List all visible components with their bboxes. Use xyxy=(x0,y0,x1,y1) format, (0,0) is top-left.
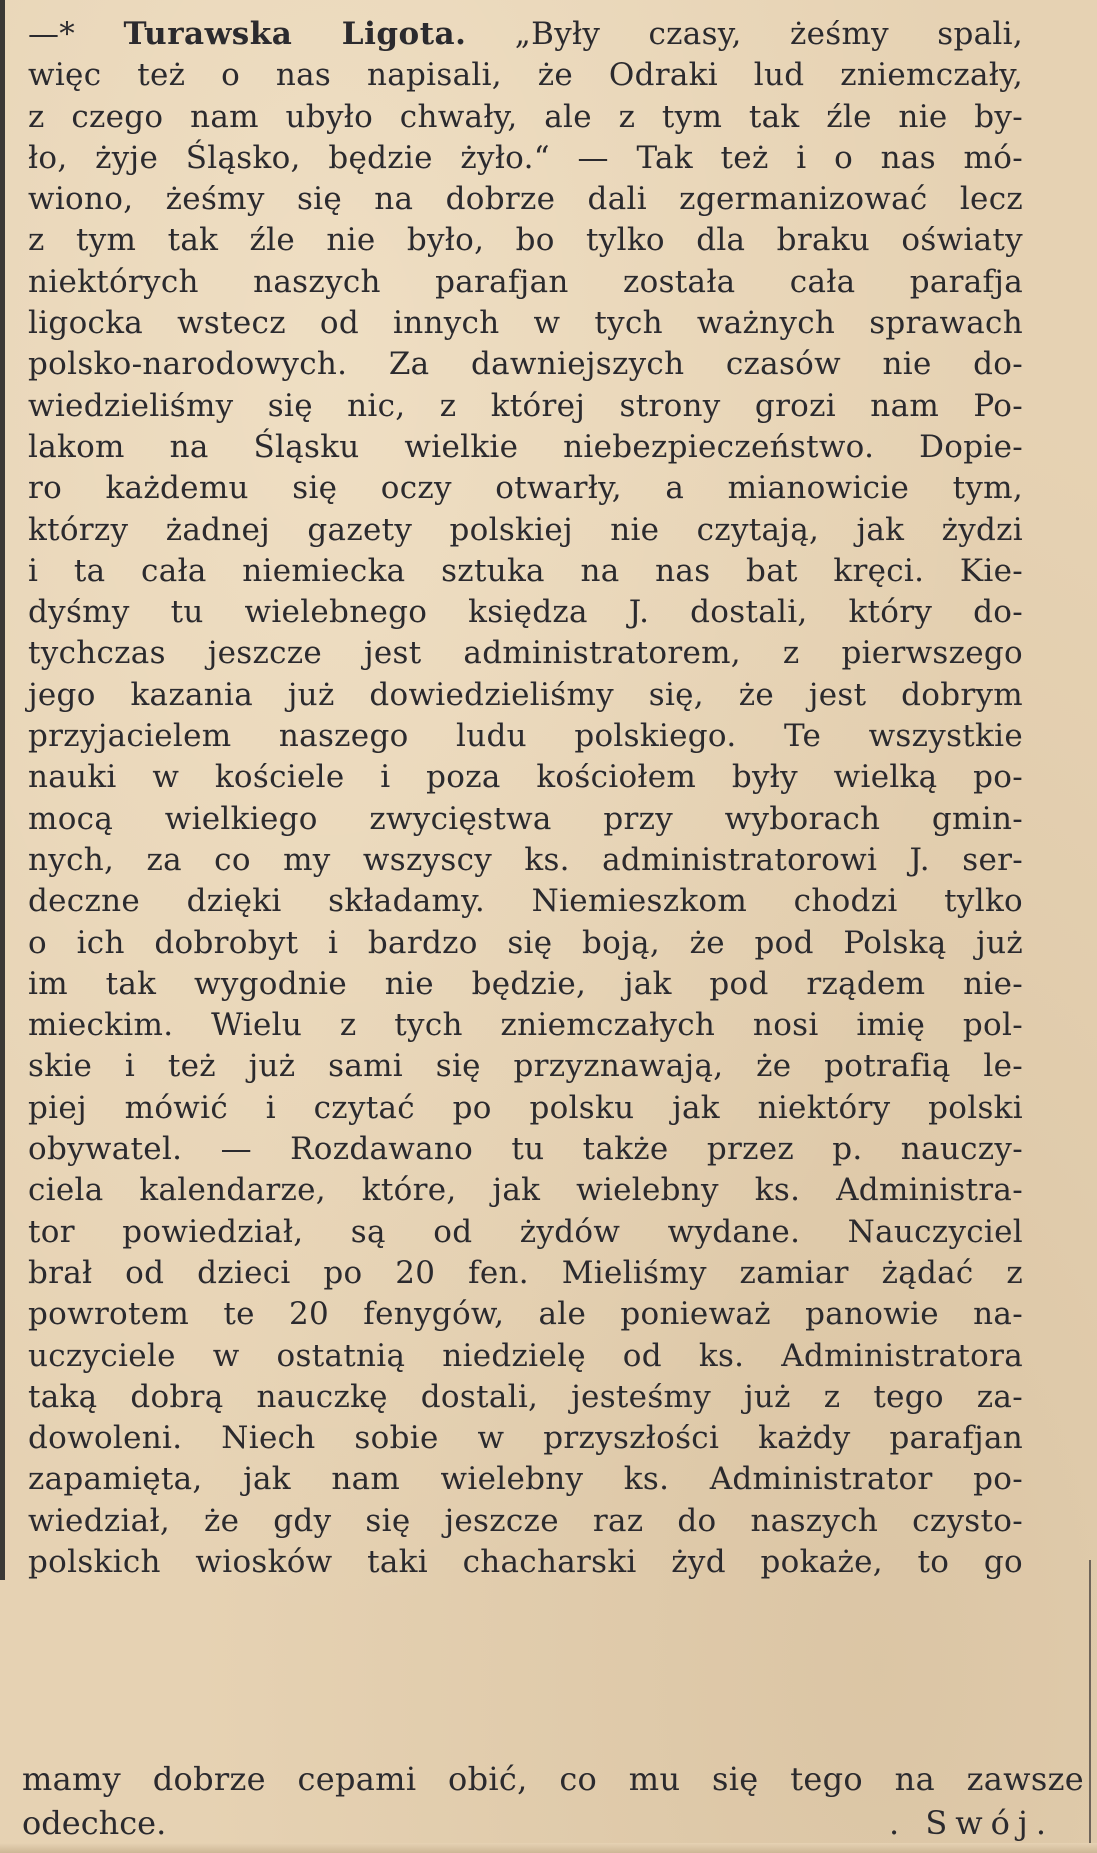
article-line: mocą wielkiego zwycięstwa przy wyborach gmin- xyxy=(28,800,1023,837)
article-continuation xyxy=(22,1757,1084,1845)
article-line: piej mówić i czytać po polsku jak niektóry polski xyxy=(28,1089,1023,1126)
article-line: i ta cała niemiecka sztuka na nas bat kręci. Kie- xyxy=(28,552,1023,589)
article-line: lakom na Śląsku wielkie niebezpieczeństwo. Dopie- xyxy=(28,428,1023,465)
article-line: brał od dzieci po 20 fen. Mieliśmy zamiar żądać z xyxy=(28,1254,1023,1291)
article-line: jego kazania już dowiedzieliśmy się, że jest dobrym xyxy=(28,676,1023,713)
continuation-line: mamy dobrze cepami obić, co mu się tego na zawsze xyxy=(22,1760,1084,1798)
article-title: Turawska Ligota. xyxy=(123,16,467,52)
article-line: z tym tak źle nie było, bo tylko dla braku oświaty xyxy=(28,222,1023,259)
article-line-0 xyxy=(28,14,1023,55)
article-line: mieckim. Wielu z tych zniemczałych nosi imię pol- xyxy=(28,1007,1023,1044)
author-signature: . Swój. xyxy=(888,1804,1054,1842)
article-line: dyśmy tu wielebnego księdza J. dostali, który do- xyxy=(28,594,1023,631)
page-cut-edge xyxy=(0,1843,1097,1853)
article-line: im tak wygodnie nie będzie, jak pod rządem nie- xyxy=(28,965,1023,1002)
article-column xyxy=(28,14,1023,1583)
article-line: zapamięta, jak nam wielebny ks. Administrator po- xyxy=(28,1461,1023,1498)
article-line: z czego nam ubyło chwały, ale z tym tak źle nie by- xyxy=(28,98,1023,135)
column-rule-left xyxy=(0,0,5,1580)
article-line: którzy żadnej gazety polskiej nie czytają, jak żydzi xyxy=(28,511,1023,548)
article-line: tor powiedział, są od żydów wydane. Nauczyciel xyxy=(28,1213,1023,1250)
column-rule-right xyxy=(1089,1560,1091,1853)
article-line: ro każdemu się oczy otwarły, a mianowicie tym, xyxy=(28,470,1023,507)
article-line: dowoleni. Niech sobie w przyszłości każdy parafjan xyxy=(28,1420,1023,1457)
article-line: polsko-narodowych. Za dawniejszych czasów nie do- xyxy=(28,346,1023,383)
article-line-0-text: „Były czasy, żeśmy spali, xyxy=(514,16,1023,52)
continuation-line-end: odechce. xyxy=(22,1804,167,1842)
article-line: ligocka wstecz od innych w tych ważnych sprawach xyxy=(28,305,1023,342)
article-line: nauki w kościele i poza kościołem były wielką po- xyxy=(28,759,1023,796)
article-line: ło, żyje Śląsko, będzie żyło.“ — Tak też i o nas mó- xyxy=(28,139,1023,176)
article-line: powrotem te 20 fenygów, ale ponieważ panowie na- xyxy=(28,1296,1023,1333)
article-line: o ich dobrobyt i bardzo się boją, że pod Polską już xyxy=(28,924,1023,961)
article-line: wiedzieliśmy się nic, z której strony grozi nam Po- xyxy=(28,387,1023,424)
article-line: wiono, żeśmy się na dobrze dali zgermanizować lecz xyxy=(28,181,1023,218)
article-line: wiedział, że gdy się jeszcze raz do naszych czysto- xyxy=(28,1502,1023,1539)
closing-line xyxy=(22,1801,1084,1845)
article-line: skie i też już sami się przyznawają, że potrafią le- xyxy=(28,1048,1023,1085)
article-line: taką dobrą nauczkę dostali, jesteśmy już z tego za- xyxy=(28,1378,1023,1415)
article-line: deczne dzięki składamy. Niemieszkom chodzi tylko xyxy=(28,883,1023,920)
lead-dash: —* xyxy=(28,16,124,52)
article-line: polskich wiosków taki chacharski żyd pokaże, to go xyxy=(28,1543,1023,1580)
article-line: obywatel. — Rozdawano tu także przez p. nauczy- xyxy=(28,1131,1023,1168)
article-line: nych, za co my wszyscy ks. administratorowi J. ser- xyxy=(28,841,1023,878)
article-line: niektórych naszych parafjan została cała parafja xyxy=(28,263,1023,300)
article-line: uczyciele w ostatnią niedzielę od ks. Administratora xyxy=(28,1337,1023,1374)
article-line: przyjacielem naszego ludu polskiego. Te wszystkie xyxy=(28,718,1023,755)
article-line: tychczas jeszcze jest administratorem, z pierwszego xyxy=(28,635,1023,672)
article-line: więc też o nas napisali, że Odraki lud zniemczały, xyxy=(28,57,1023,94)
article-line: ciela kalendarze, które, jak wielebny ks. Administra- xyxy=(28,1172,1023,1209)
